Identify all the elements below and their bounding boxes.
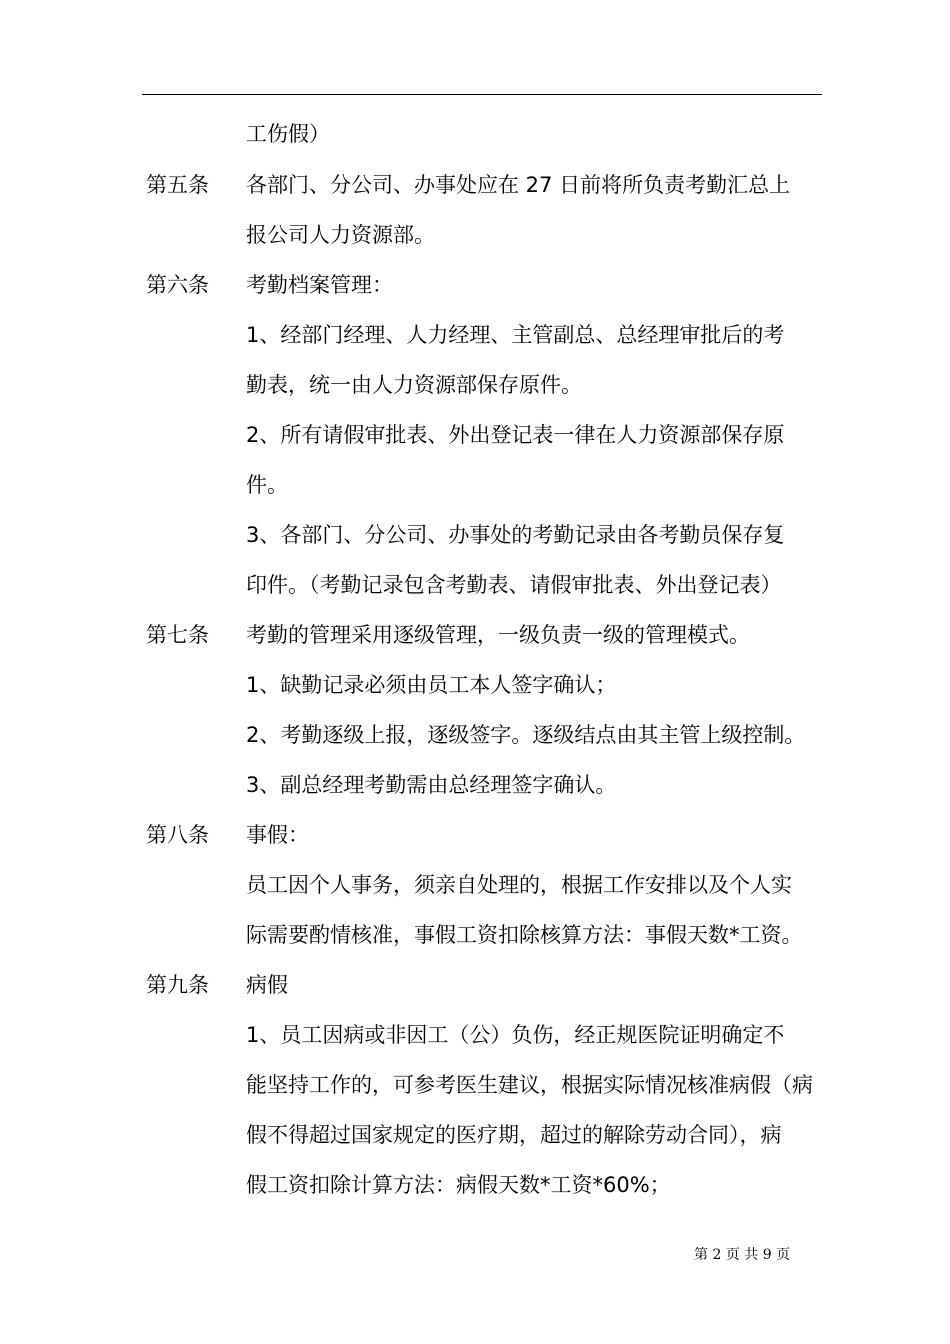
article-7-heading: 第七条 bbox=[146, 623, 209, 647]
header-rule bbox=[142, 94, 822, 95]
paragraph-line: 3、副总经理考勤需由总经理签字确认。 bbox=[246, 773, 617, 797]
paragraph-line: 2、考勤逐级上报，逐级签字。逐级结点由其主管上级控制。 bbox=[246, 723, 806, 747]
paragraph-line: 事假： bbox=[246, 823, 309, 847]
paragraph-line: 各部门、分公司、办事处应在 27 日前将所负责考勤汇总上 bbox=[246, 173, 791, 197]
paragraph-line: 考勤的管理采用逐级管理，一级负责一级的管理模式。 bbox=[246, 623, 750, 647]
paragraph-line: 2、所有请假审批表、外出登记表一律在人力资源部保存原 bbox=[246, 423, 785, 447]
article-9-heading: 第九条 bbox=[146, 973, 209, 997]
paragraph-line: 印件。（考勤记录包含考勤表、请假审批表、外出登记表） bbox=[246, 573, 782, 597]
paragraph-line: 报公司人力资源部。 bbox=[246, 223, 435, 247]
paragraph-line: 考勤档案管理： bbox=[246, 273, 393, 297]
paragraph-line: 件。 bbox=[246, 473, 288, 497]
article-6-heading: 第六条 bbox=[146, 273, 209, 297]
paragraph-line: 1、缺勤记录必须由员工本人签字确认； bbox=[246, 673, 617, 697]
paragraph-line: 工伤假） bbox=[246, 122, 330, 146]
paragraph-line: 假不得超过国家规定的医疗期，超过的解除劳动合同），病 bbox=[246, 1123, 782, 1147]
paragraph-line: 1、员工因病或非因工（公）负伤，经正规医院证明确定不 bbox=[246, 1023, 785, 1047]
paragraph-line: 勤表，统一由人力资源部保存原件。 bbox=[246, 373, 582, 397]
article-5-heading: 第五条 bbox=[146, 173, 209, 197]
page-number: 第 2 页 共 9 页 bbox=[694, 1247, 791, 1263]
paragraph-line: 病假 bbox=[246, 973, 288, 997]
paragraph-line: 员工因个人事务，须亲自处理的，根据工作安排以及个人实 bbox=[246, 873, 792, 897]
article-8-heading: 第八条 bbox=[146, 823, 209, 847]
paragraph-line: 际需要酌情核准，事假工资扣除核算方法：事假天数*工资。 bbox=[246, 923, 803, 947]
paragraph-line: 3、各部门、分公司、办事处的考勤记录由各考勤员保存复 bbox=[246, 523, 785, 547]
paragraph-line: 假工资扣除计算方法：病假天数*工资*60%； bbox=[246, 1173, 671, 1197]
paragraph-line: 1、经部门经理、人力经理、主管副总、总经理审批后的考 bbox=[246, 323, 785, 347]
paragraph-line: 能坚持工作的，可参考医生建议，根据实际情况核准病假（病 bbox=[246, 1073, 813, 1097]
